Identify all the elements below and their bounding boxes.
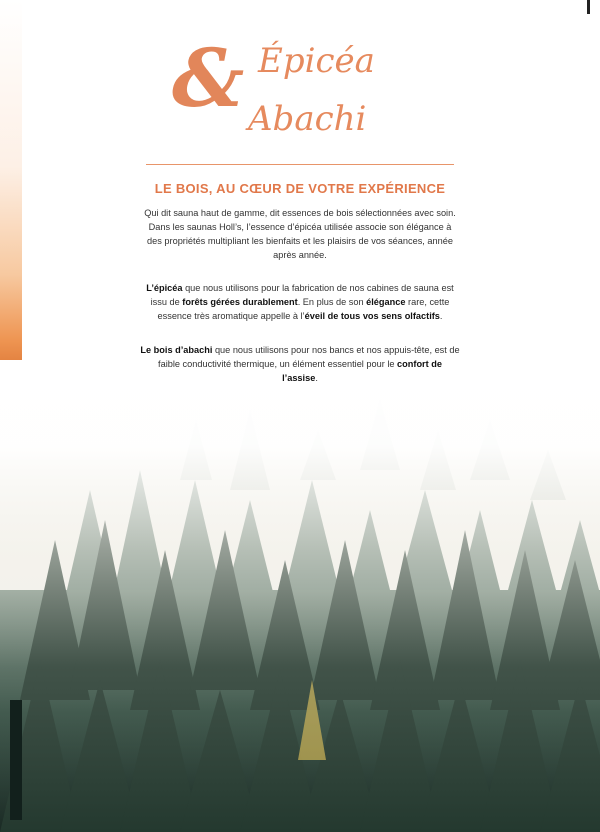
body-text: rare, cette essence très aromatique appelle à l’: [157, 297, 450, 321]
body-text: .: [315, 373, 318, 383]
crop-mark: [587, 0, 590, 14]
epicea-paragraph: [140, 281, 460, 323]
bold-text: éveil de tous vos sens olfactifs: [304, 311, 440, 321]
body-text: que nous utilisons pour la fabrication de nos cabines de sauna est issu de: [150, 283, 454, 307]
body-text: que nous utilisons pour nos bancs et nos appuis-tête, est de faible conductivité thermique, un élément essentiel pour le: [158, 345, 460, 369]
misty-forest-image: [0, 360, 600, 832]
abachi-paragraph: [140, 343, 460, 385]
divider-line: [146, 164, 454, 165]
body-text: .: [439, 311, 443, 321]
intro-paragraph: Qui dit sauna haut de gamme, dit essences de bois sélectionnées avec soin. Dans les saunas Holl’s, l’essence d’épicéa utilisée associe son élégance à des propriétés multipliant les bienfaits et les plaisirs de vos séances, année après année.: [144, 208, 456, 260]
bold-text: Le bois d’abachi: [140, 345, 213, 355]
strip-shadow: [10, 700, 22, 820]
ampersand-logo: &: [172, 31, 245, 125]
bold-text: L’épicéa: [146, 283, 183, 293]
bold-text: élégance: [366, 297, 406, 307]
section-heading: LE BOIS, AU CŒUR DE VOTRE EXPÉRIENCE: [154, 181, 446, 196]
body-text: . En plus de son: [297, 297, 367, 307]
bold-text: confort de l’assise: [282, 359, 442, 383]
bold-text: forêts gérées durablement: [182, 297, 298, 307]
title-epicea: Épicéa: [258, 41, 375, 81]
title-abachi: Abachi: [248, 99, 367, 139]
